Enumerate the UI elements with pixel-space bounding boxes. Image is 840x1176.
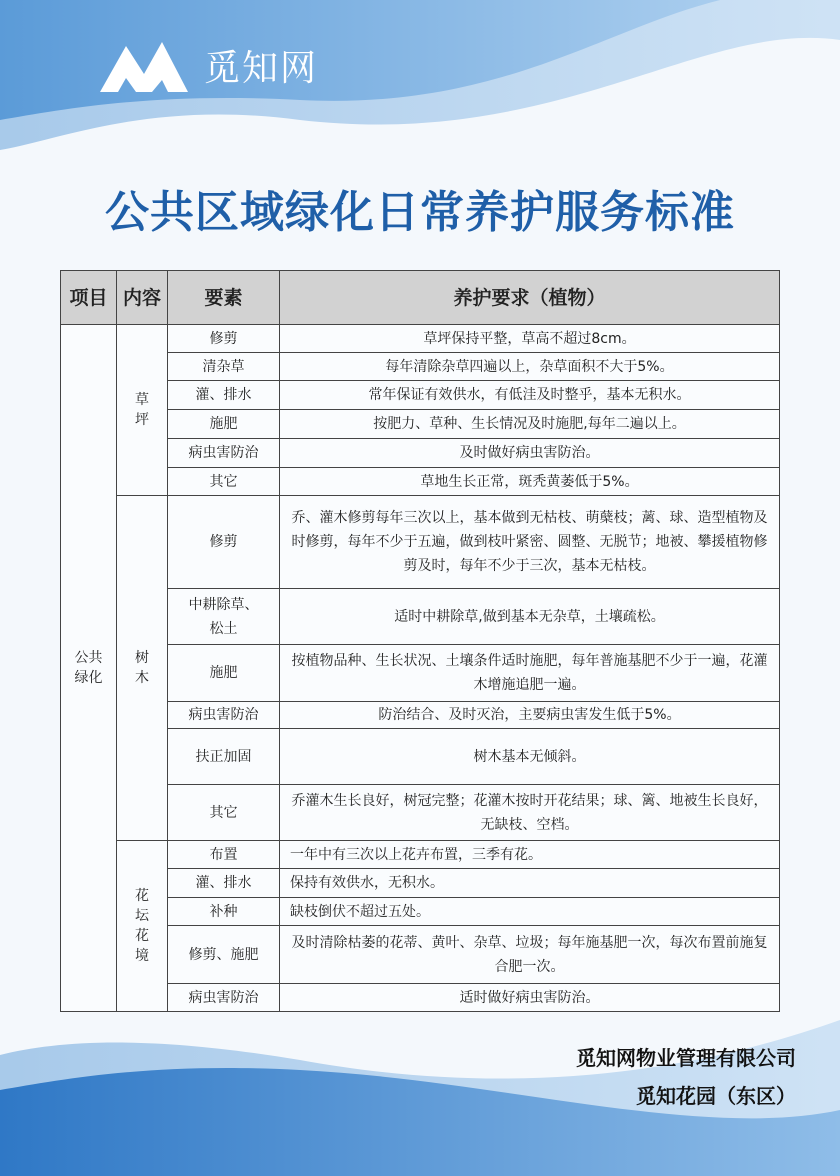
table-row: [61, 785, 780, 841]
table-row: [61, 729, 780, 785]
content-group-cell: 草坪: [117, 325, 168, 496]
element-cell: 布置: [168, 841, 280, 869]
table-row: [61, 439, 780, 468]
header-project: 项目: [61, 271, 117, 325]
table-row: [61, 869, 780, 898]
content-group-cell: 树木: [117, 496, 168, 841]
element-cell: 修剪: [168, 325, 280, 353]
table-row: [61, 898, 780, 926]
requirement-cell: 缺枝倒伏不超过五处。: [280, 898, 780, 926]
element-cell: 扶正加固: [168, 729, 280, 785]
requirement-cell: 草坪保持平整，草高不超过8cm。: [280, 325, 780, 353]
requirement-cell: 适时做好病虫害防治。: [280, 984, 780, 1012]
estate-name: 觅知花园（东区）: [636, 1084, 796, 1108]
element-cell: 施肥: [168, 410, 280, 439]
element-cell: 其它: [168, 468, 280, 496]
page-title: 公共区域绿化日常养护服务标准: [105, 187, 735, 238]
requirement-cell: 乔灌木生长良好，树冠完整；花灌木按时开花结果；球、篱、地被生长良好，无缺枝、空档。: [280, 785, 780, 841]
element-cell: 灌、排水: [168, 869, 280, 898]
requirement-cell: 及时做好病虫害防治。: [280, 439, 780, 468]
requirement-cell: 保持有效供水，无积水。: [280, 869, 780, 898]
element-cell: 中耕除草、松土: [168, 589, 280, 645]
element-cell: 病虫害防治: [168, 702, 280, 729]
company-name: 觅知网物业管理有限公司: [576, 1046, 796, 1070]
element-cell: 补种: [168, 898, 280, 926]
element-cell: 施肥: [168, 645, 280, 702]
table-row: [61, 984, 780, 1012]
element-cell: 病虫害防治: [168, 984, 280, 1012]
requirement-cell: 每年清除杂草四遍以上，杂草面积不大于5%。: [280, 353, 780, 381]
table-row: [61, 410, 780, 439]
requirement-cell: 常年保证有效供水，有低洼及时整乎，基本无积水。: [280, 381, 780, 410]
standards-table: [60, 270, 780, 1012]
logo-mountain-icon: [96, 34, 192, 96]
element-cell: 其它: [168, 785, 280, 841]
requirement-cell: 适时中耕除草,做到基本无杂草，土壤疏松。: [280, 589, 780, 645]
requirement-cell: 一年中有三次以上花卉布置，三季有花。: [280, 841, 780, 869]
table-row: [61, 702, 780, 729]
table-row: [61, 645, 780, 702]
requirement-cell: 树木基本无倾斜。: [280, 729, 780, 785]
element-cell: 修剪、施肥: [168, 926, 280, 984]
requirement-cell: 防治结合、及时灭治，主要病虫害发生低于5%。: [280, 702, 780, 729]
content-group-cell: 花坛花境: [117, 841, 168, 1012]
table-row: [61, 841, 780, 869]
requirement-cell: 乔、灌木修剪每年三次以上，基本做到无枯枝、萌蘖枝；蓠、球、造型植物及时修剪，每年不少于五遍，做到枝叶紧密、圆整、无脱节；地被、攀援植物修剪及时，每年不少于三次，基本无枯枝。: [280, 496, 780, 589]
requirement-cell: 按植物品种、生长状况、土壤条件适时施肥，每年普施基肥不少于一遍，花灌木增施追肥一遍。: [280, 645, 780, 702]
table-row: [61, 926, 780, 984]
table-header-row: [61, 271, 780, 325]
element-cell: 灌、排水: [168, 381, 280, 410]
element-cell: 清杂草: [168, 353, 280, 381]
requirement-cell: 草地生长正常，斑秃黄萎低于5%。: [280, 468, 780, 496]
table-row: [61, 468, 780, 496]
element-cell: 病虫害防治: [168, 439, 280, 468]
header-element: 要素: [168, 271, 280, 325]
header-content: 内容: [117, 271, 168, 325]
project-cell: 公共绿化: [61, 325, 117, 1012]
table-row: [61, 381, 780, 410]
logo-text: 觅知网: [204, 47, 319, 89]
table-row: [61, 325, 780, 353]
requirement-cell: 及时清除枯萎的花蒂、黄叶、杂草、垃圾；每年施基肥一次，每次布置前施复合肥一次。: [280, 926, 780, 984]
element-cell: 修剪: [168, 496, 280, 589]
requirement-cell: 按肥力、草种、生长情况及时施肥,每年二遍以上。: [280, 410, 780, 439]
header-requirement: 养护要求（植物）: [280, 271, 780, 325]
logo: [96, 34, 318, 96]
table-row: [61, 496, 780, 589]
table-row: [61, 353, 780, 381]
table-row: [61, 589, 780, 645]
